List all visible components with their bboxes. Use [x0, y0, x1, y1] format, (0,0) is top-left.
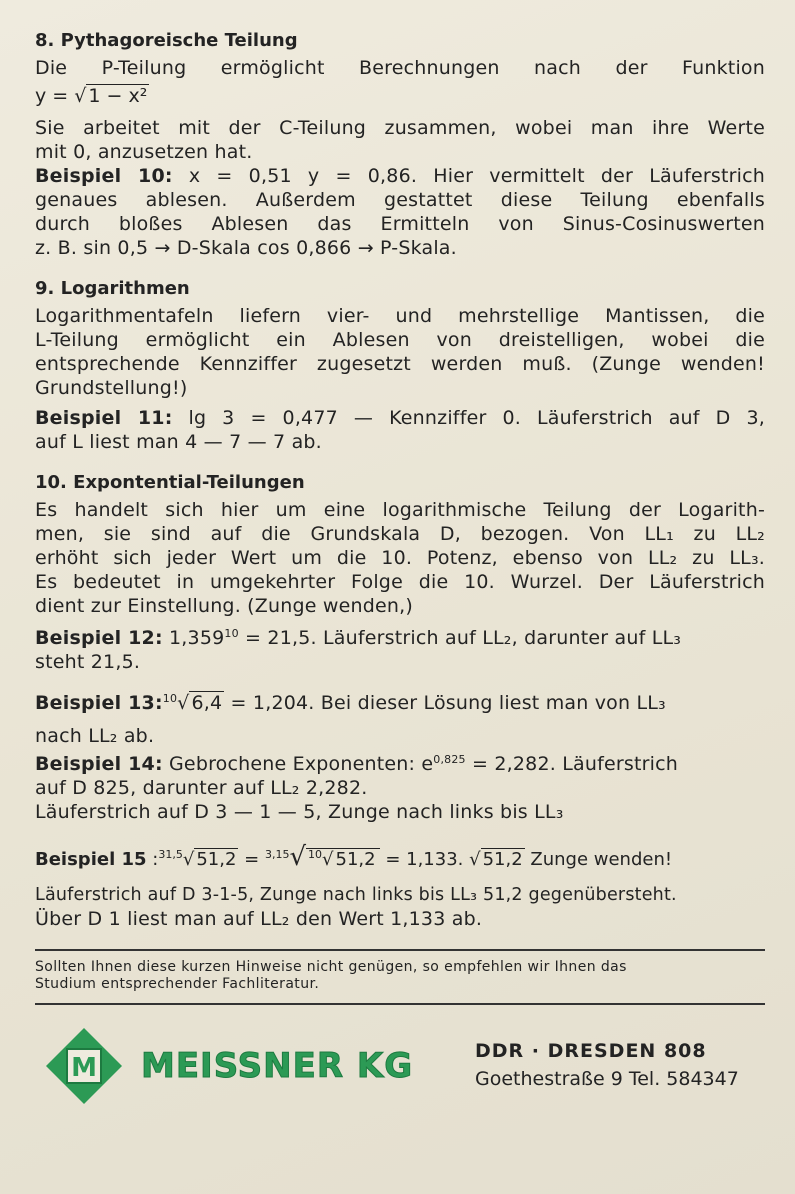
- text-line: L-Teilung ermöglicht ein Ablesen von dreistelligen, wobei die: [35, 329, 765, 351]
- text-line: genaues ablesen. Außerdem gestattet diese Teilung ebenfalls: [35, 189, 765, 211]
- example-line: [35, 164, 765, 188]
- example-text: = 21,5. Läuferstrich auf LL₂, darunter auf LL₃: [238, 627, 682, 649]
- company-logo: [45, 1027, 413, 1105]
- example-text: x = 0,51 y = 0,86. Hier vermittelt der Läuferstrich: [172, 165, 765, 187]
- example-text: Gebrochene Exponenten: e: [162, 753, 434, 775]
- text-line: Läuferstrich auf D 3 — 1 — 5, Zunge nach links bis LL₃: [35, 801, 564, 823]
- section-exponential-teilungen: [35, 472, 765, 931]
- exponent: 0,825: [433, 753, 466, 766]
- example-text: = 2,282. Läuferstrich: [465, 753, 679, 775]
- section-heading: 9. Logarithmen: [35, 278, 190, 299]
- example-15-line: [35, 838, 765, 877]
- radicand: 6,4: [191, 692, 223, 714]
- equals: =: [238, 849, 265, 870]
- root-index: 3,15: [264, 848, 290, 861]
- example-text: lg 3 = 0,477 — Kennziffer 0. Läuferstrich auf D 3,: [172, 407, 765, 429]
- divider: [35, 949, 765, 951]
- example-label: Beispiel 12:: [35, 627, 163, 649]
- notice-text: Studium entsprechender Fachliteratur.: [35, 976, 320, 992]
- radicand: 51,2: [482, 849, 523, 870]
- section-heading: 8. Pythagoreische Teilung: [35, 30, 298, 51]
- text-line: Sie arbeitet mit der C-Teilung zusammen, wobei man ihre Werte: [35, 117, 765, 139]
- notice-text: Sollten Ihnen diese kurzen Hinweise nicht genügen, so empfehlen wir Ihnen das: [35, 959, 627, 975]
- radical-sign: √: [289, 842, 307, 872]
- formula-lhs: y =: [35, 85, 69, 107]
- root-index: 10: [162, 692, 178, 705]
- text-line: Grundstellung!): [35, 377, 188, 399]
- root-index: 10: [308, 848, 323, 861]
- example-label: Beispiel 10:: [35, 165, 173, 187]
- example-label: Beispiel 15: [35, 849, 147, 870]
- example-text: Zunge wenden!: [524, 849, 673, 870]
- text-line: Über D 1 liest man auf LL₂ den Wert 1,133 ab.: [35, 908, 483, 930]
- text-line: Es handelt sich hier um eine logarithmische Teilung der Logarith-: [35, 499, 765, 521]
- text-line: auf L liest man 4 — 7 — 7 ab.: [35, 431, 322, 453]
- radicand: 51,2: [196, 849, 237, 870]
- address-block: [475, 1037, 739, 1093]
- exponent: 10: [224, 627, 239, 640]
- example-label: Beispiel 14:: [35, 753, 163, 775]
- text-line: durch bloßes Ablesen das Ermitteln von Sinus-Cosinuswerten: [35, 213, 765, 235]
- section-heading: 10. Expontential-Teilungen: [35, 472, 305, 493]
- text-line: men, sie sind auf die Grundskala D, bezogen. Von LL₁ zu LL₂: [35, 523, 765, 545]
- text-line: nach LL₂ ab.: [35, 725, 155, 747]
- result: = 1,133.: [379, 849, 470, 870]
- brand-name: MEISSNER KG: [141, 1046, 414, 1086]
- section-pythagoreische-teilung: [35, 30, 765, 260]
- text-line: z. B. sin 0,5 → D-Skala cos 0,866 → P-Skala.: [35, 237, 457, 259]
- radicand: 1 − x²: [88, 85, 148, 107]
- text-line: entsprechende Kennziffer zugesetzt werden muß. (Zunge wenden!: [35, 353, 765, 375]
- formula: [35, 84, 765, 108]
- example-line: [35, 684, 765, 718]
- section-logarithmen: [35, 278, 765, 454]
- text-line: erhöht sich jeder Wert um die 10. Potenz, ebenso von LL₂ zu LL₃.: [35, 547, 765, 569]
- text-line: Die P-Teilung ermöglicht Berechnungen nach der Funktion: [35, 57, 765, 79]
- radical-sign: √: [177, 692, 190, 714]
- colon: :: [146, 849, 159, 870]
- text-line: mit 0, anzusetzen hat.: [35, 141, 253, 163]
- example-text: = 1,204. Bei dieser Lösung liest man von LL₃: [224, 692, 666, 714]
- text-line: steht 21,5.: [35, 651, 141, 673]
- example-line: [35, 406, 765, 430]
- text-line: Läuferstrich auf D 3-1-5, Zunge nach links bis LL₃ 51,2 gegenübersteht.: [35, 885, 677, 905]
- diamond-m-icon: [45, 1027, 123, 1105]
- example-base: 1,359: [162, 627, 225, 649]
- nested-radicand: [306, 848, 380, 870]
- radical-sign: √: [182, 849, 195, 870]
- text-line: auf D 825, darunter auf LL₂ 2,282.: [35, 777, 368, 799]
- radical-sign: √: [74, 85, 87, 107]
- city-line: DDR · DRESDEN 808: [475, 1040, 707, 1062]
- street-line: Goethestraße 9 Tel. 584347: [475, 1068, 739, 1090]
- logo-letter: M: [71, 1053, 97, 1083]
- radical-sign: √: [322, 849, 334, 870]
- example-line: [35, 622, 765, 650]
- example-label: Beispiel 13:: [35, 692, 163, 714]
- footer: [35, 1005, 765, 1125]
- radical-sign: √: [469, 849, 481, 870]
- text-line: Logarithmentafeln liefern vier- und mehrstellige Mantissen, die: [35, 305, 765, 327]
- text-line: dient zur Einstellung. (Zunge wenden,): [35, 595, 413, 617]
- radicand: 51,2: [335, 849, 376, 870]
- text-line: Es bedeutet in umgekehrter Folge die 10. Wurzel. Der Läuferstrich: [35, 571, 765, 593]
- root-index: 31,5: [158, 848, 183, 861]
- example-line: [35, 748, 765, 776]
- example-label: Beispiel 11:: [35, 407, 173, 429]
